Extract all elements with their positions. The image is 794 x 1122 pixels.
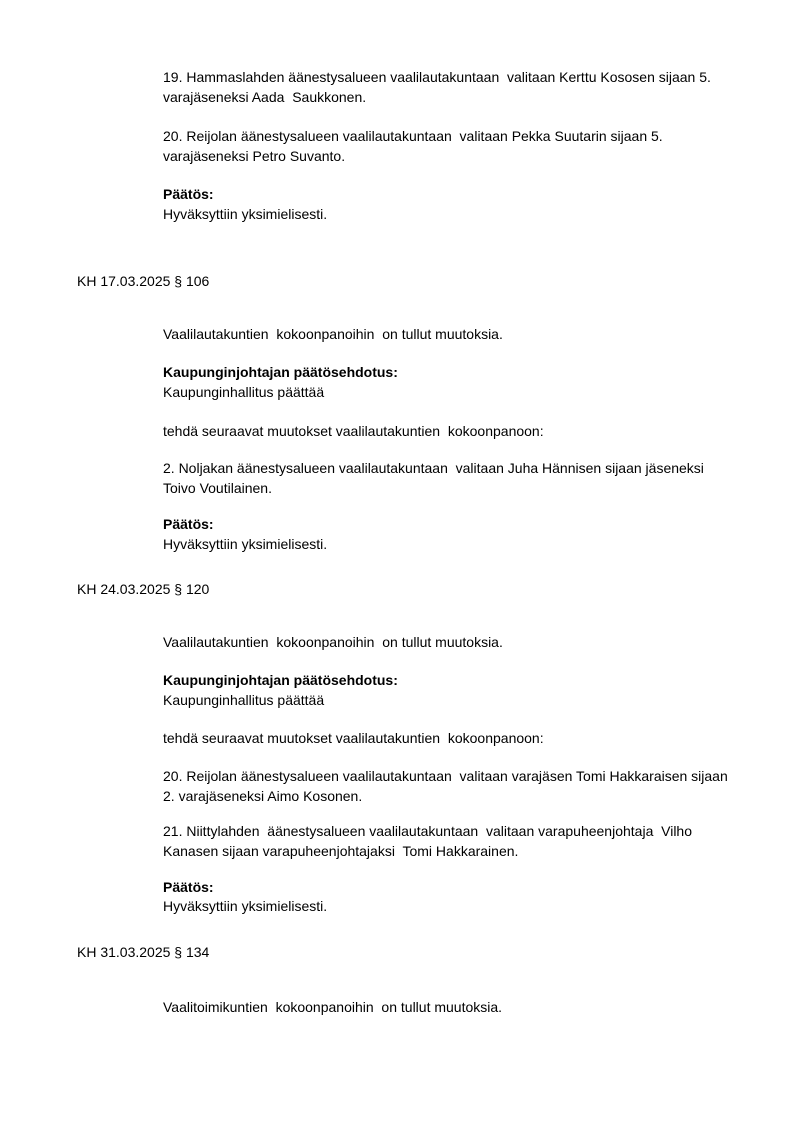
proposal-text: Kaupunginhallitus päättää [163,692,325,708]
proposal-label: Kaupunginjohtajan päätösehdotus: [163,364,398,380]
decision-label: Päätös: [163,186,214,202]
changes-intro: tehdä seuraavat muutokset vaalilautakuntien kokoonpanoon: [163,423,544,439]
paragraph-item-21: 21. Niittylahden äänestysalueen vaalilautakuntaan valitaan varapuheenjohtaja Vilho Kanasen sijaan varapuheenjohtajaksi Tomi Hakkarainen. [163,823,696,859]
decision-label: Päätös: [163,516,214,532]
decision-label: Päätös: [163,879,214,895]
paragraph-item-20: 20. Reijolan äänestysalueen vaalilautakuntaan valitaan Pekka Suutarin sijaan 5. varajäseneksi Petro Suvanto. [163,128,667,164]
decision-text: Hyväksyttiin yksimielisesti. [163,898,328,914]
section-heading-kh-134: KH 31.03.2025 § 134 [77,944,210,960]
changes-intro: tehdä seuraavat muutokset vaalilautakuntien kokoonpanoon: [163,730,544,746]
section-intro: Vaalilautakuntien kokoonpanoihin on tullut muutoksia. [163,634,503,650]
section-intro: Vaalitoimikuntien kokoonpanoihin on tullut muutoksia. [163,999,503,1015]
section-intro: Vaalilautakuntien kokoonpanoihin on tullut muutoksia. [163,326,503,342]
proposal-text: Kaupunginhallitus päättää [163,384,325,400]
proposal-label: Kaupunginjohtajan päätösehdotus: [163,672,398,688]
paragraph-item-19: 19. Hammaslahden äänestysalueen vaalilautakuntaan valitaan Kerttu Kososen sijaan 5. varajäseneksi Aada Saukkonen. [163,69,715,105]
paragraph-item-2: 2. Noljakan äänestysalueen vaalilautakuntaan valitaan Juha Hännisen sijaan jäseneksi Toivo Voutilainen. [163,460,708,496]
paragraph-item-20b: 20. Reijolan äänestysalueen vaalilautakuntaan valitaan varajäsen Tomi Hakkaraisen sijaan 2. varajäseneksi Aimo Kosonen. [163,768,732,804]
section-heading-kh-106: KH 17.03.2025 § 106 [77,273,210,289]
decision-text: Hyväksyttiin yksimielisesti. [163,536,328,552]
section-heading-kh-120: KH 24.03.2025 § 120 [77,581,210,597]
decision-text: Hyväksyttiin yksimielisesti. [163,206,328,222]
